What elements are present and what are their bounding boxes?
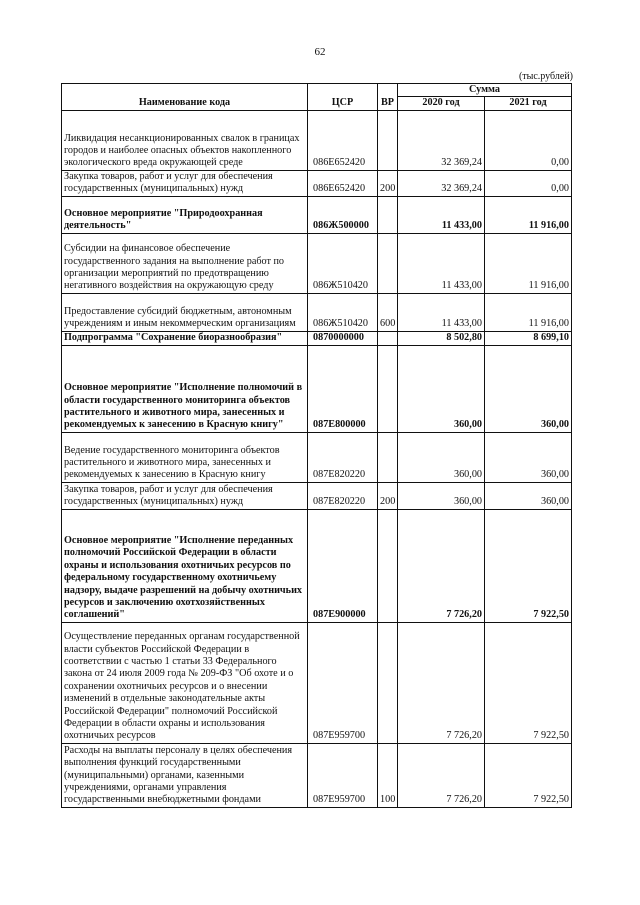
row-2020: 360,00 xyxy=(398,432,485,482)
row-vr: 600 xyxy=(378,293,398,331)
row-vr xyxy=(378,622,398,743)
row-2021: 11 916,00 xyxy=(485,233,572,293)
row-2020: 11 433,00 xyxy=(398,293,485,331)
header-2020: 2020 год xyxy=(398,97,485,110)
row-2020: 360,00 xyxy=(398,345,485,432)
row-vr: 200 xyxy=(378,170,398,196)
row-2021: 360,00 xyxy=(485,345,572,432)
row-2021: 360,00 xyxy=(485,432,572,482)
row-csr: 087Е959700 xyxy=(308,622,378,743)
row-2021: 7 922,50 xyxy=(485,509,572,622)
table-header xyxy=(62,84,572,111)
table-row xyxy=(62,345,572,432)
row-csr: 087Е820220 xyxy=(308,432,378,482)
row-csr: 086Ж510420 xyxy=(308,293,378,331)
table-row xyxy=(62,482,572,509)
row-csr: 087Е820220 xyxy=(308,482,378,509)
table-row xyxy=(62,509,572,622)
row-2020: 11 433,00 xyxy=(398,196,485,233)
row-vr: 100 xyxy=(378,743,398,807)
table-row xyxy=(62,110,572,170)
header-row-top xyxy=(62,84,572,97)
row-csr: 087Е800000 xyxy=(308,345,378,432)
header-name: Наименование кода xyxy=(62,84,308,111)
row-csr: 0870000000 xyxy=(308,331,378,345)
row-2020: 8 502,80 xyxy=(398,331,485,345)
table-body xyxy=(62,110,572,807)
row-name: Расходы на выплаты персоналу в целях обеспечения выполнения функций государственными (муниципальными) органами, казенными учреждениями, органами управления государственными внебюджетными фондами xyxy=(62,743,308,807)
header-vr: ВР xyxy=(378,84,398,111)
row-csr: 086Ж500000 xyxy=(308,196,378,233)
row-csr: 087Е900000 xyxy=(308,509,378,622)
row-vr xyxy=(378,345,398,432)
table-row xyxy=(62,432,572,482)
row-2021: 8 699,10 xyxy=(485,331,572,345)
row-name: Основное мероприятие "Природоохранная деятельность" xyxy=(62,196,308,233)
row-csr: 086Е652420 xyxy=(308,110,378,170)
row-vr xyxy=(378,432,398,482)
row-2021: 0,00 xyxy=(485,170,572,196)
row-vr xyxy=(378,509,398,622)
row-name: Осуществление переданных органам государственной власти субъектов Российской Федерации в соответствии с частью 1 статьи 33 Федерального закона от 24 июля 2009 года № 209-ФЗ "Об охоте и о сохранении охотничьих ресурсов и о внесении изменений в отдельные законодательные акты Российской Федерации" полномочий Российской Федерации в области охраны и использования охотничьих ресурсов xyxy=(62,622,308,743)
budget-table xyxy=(61,83,572,808)
row-2020: 360,00 xyxy=(398,482,485,509)
row-vr xyxy=(378,196,398,233)
row-vr xyxy=(378,331,398,345)
row-2021: 360,00 xyxy=(485,482,572,509)
row-2021: 0,00 xyxy=(485,110,572,170)
table-row xyxy=(62,622,572,743)
row-name: Закупка товаров, работ и услуг для обеспечения государственных (муниципальных) нужд xyxy=(62,170,308,196)
row-2021: 7 922,50 xyxy=(485,743,572,807)
row-csr: 086Е652420 xyxy=(308,170,378,196)
row-2020: 32 369,24 xyxy=(398,110,485,170)
row-2021: 11 916,00 xyxy=(485,293,572,331)
row-2020: 7 726,20 xyxy=(398,509,485,622)
row-2020: 7 726,20 xyxy=(398,743,485,807)
row-2020: 11 433,00 xyxy=(398,233,485,293)
table-row xyxy=(62,196,572,233)
row-name: Субсидии на финансовое обеспечение государственного задания на выполнение работ по организации мероприятий по предотвращению негативного воздействия на окружающую среду xyxy=(62,233,308,293)
row-name: Основное мероприятие "Исполнение переданных полномочий Российской Федерации в области охраны и использования охотничьих ресурсов по федеральному государственному охотничьему надзору, выдаче разрешений на добычу охотничьих ресурсов и заключению охотхозяйственных соглашений" xyxy=(62,509,308,622)
row-vr: 200 xyxy=(378,482,398,509)
table-row xyxy=(62,743,572,807)
row-csr: 087Е959700 xyxy=(308,743,378,807)
table-row xyxy=(62,233,572,293)
row-name: Ликвидация несанкционированных свалок в границах городов и наиболее опасных объектов накопленного экологического вреда окружающей среде xyxy=(62,110,308,170)
units-label: (тыс.рублей) xyxy=(518,71,573,82)
header-2021: 2021 год xyxy=(485,97,572,110)
row-csr: 086Ж510420 xyxy=(308,233,378,293)
row-2020: 7 726,20 xyxy=(398,622,485,743)
row-name: Закупка товаров, работ и услуг для обеспечения государственных (муниципальных) нужд xyxy=(62,482,308,509)
page-number: 62 xyxy=(314,46,326,58)
row-vr xyxy=(378,110,398,170)
table-row xyxy=(62,293,572,331)
row-2021: 7 922,50 xyxy=(485,622,572,743)
row-2021: 11 916,00 xyxy=(485,196,572,233)
table-row xyxy=(62,331,572,345)
row-name: Основное мероприятие "Исполнение полномочий в области государственного мониторинга объектов растительного и животного мира, занесенных и рекомендуемых к занесению в Красную книгу" xyxy=(62,345,308,432)
row-name: Подпрограмма "Сохранение биоразнообразия" xyxy=(62,331,308,345)
header-csr: ЦСР xyxy=(308,84,378,111)
header-sum: Сумма xyxy=(398,84,572,97)
row-2020: 32 369,24 xyxy=(398,170,485,196)
row-name: Предоставление субсидий бюджетным, автономным учреждениям и иным некоммерческим организациям xyxy=(62,293,308,331)
row-name: Ведение государственного мониторинга объектов растительного и животного мира, занесенных и рекомендуемых к занесению в Красную книгу xyxy=(62,432,308,482)
row-vr xyxy=(378,233,398,293)
table-row xyxy=(62,170,572,196)
